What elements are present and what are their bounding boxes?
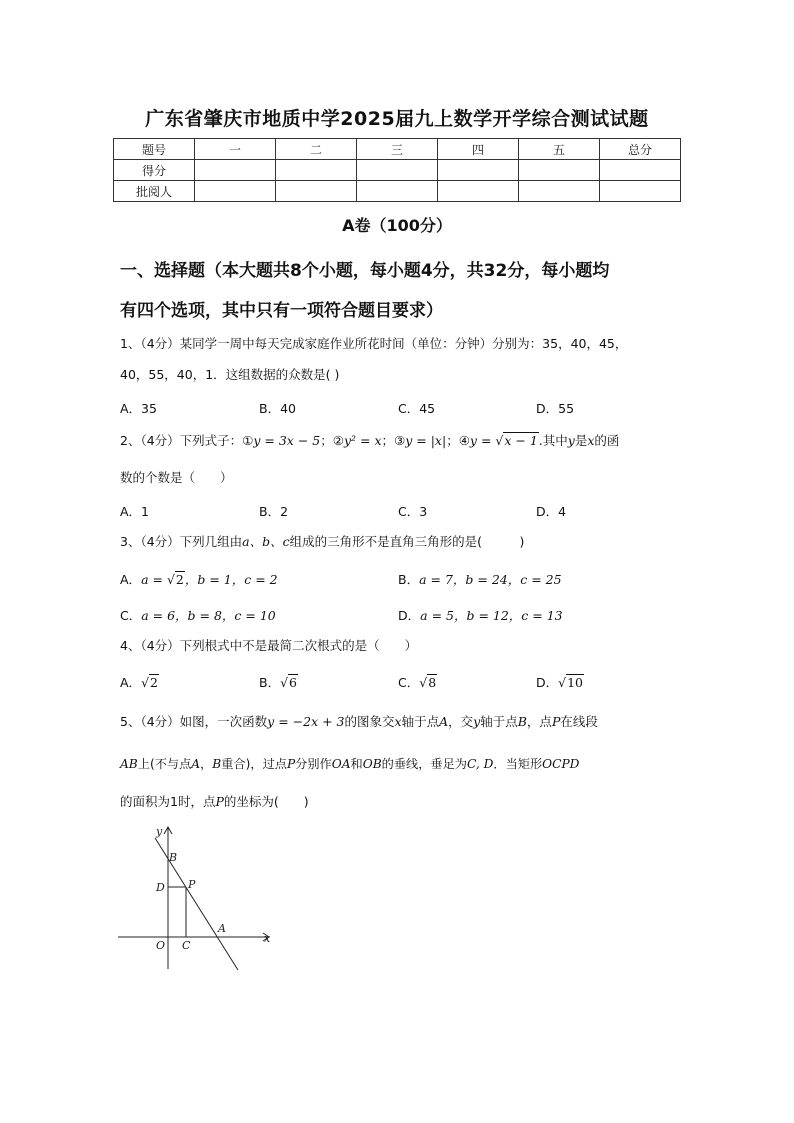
q4-option-a-label: A． (120, 675, 142, 690)
q5-text: ， (200, 757, 213, 771)
q3-suffix: 组成的三角形不是直角三角形的是( ) (289, 534, 525, 549)
q5-formula: y = −2x + 3 (267, 714, 345, 729)
q5-text: 重合)，过点 (221, 757, 287, 771)
q4-option-d-label: D． (536, 675, 559, 690)
score-table-row (114, 160, 681, 181)
score-cell (195, 160, 276, 181)
q5-points-cd: C, D (466, 757, 494, 771)
q5-line2 (120, 757, 690, 772)
q5-text: ，点 (526, 714, 552, 729)
q2-f3-label: ；③ (381, 433, 406, 448)
q4-option-b (259, 673, 298, 691)
q3-vars: a、b、c (242, 534, 290, 549)
q2-tail: 的函 (594, 433, 620, 448)
q2-formula-4-left: y = (469, 433, 496, 448)
q5-text: ，交 (448, 714, 474, 729)
q5-text: 的面积为1时，点 (120, 794, 216, 809)
q2-formula-4-radicand: x − 1 (504, 433, 538, 448)
score-cell (195, 181, 276, 202)
q3-option-c (120, 606, 276, 624)
q4-option-b-label: B． (259, 675, 281, 690)
q5-point-b: B (212, 757, 222, 771)
score-cell (600, 160, 681, 181)
score-header-cell: 题号 (114, 139, 195, 160)
label-c: C (182, 939, 191, 952)
q2-f2-label: ；② (320, 433, 344, 448)
q2-option-d: D．4 (536, 504, 567, 519)
score-header-cell: 五 (519, 139, 600, 160)
radical-sign: √ (495, 433, 504, 448)
q2-mid: .其中 (538, 433, 568, 448)
q2-option-a: A．1 (120, 504, 150, 519)
q5-text: 分别作 (295, 757, 332, 771)
q4-option-c-label: C． (398, 675, 420, 690)
score-cell (438, 181, 519, 202)
q2-option-c: C．3 (398, 504, 428, 519)
q1-option-b: B．40 (259, 401, 296, 416)
part1-heading-line2: 有四个选项，其中只有一项符合题目要求） (120, 301, 443, 321)
q5-text: 5、（4分）如图，一次函数 (120, 714, 268, 729)
label-y: y (156, 825, 163, 838)
q5-point-p: P (286, 757, 296, 771)
score-row-label: 得分 (114, 160, 195, 181)
score-header-cell: 一 (195, 139, 276, 160)
q5-text: 轴于点 (401, 714, 440, 729)
q4-option-d-radicand: 10 (567, 675, 584, 690)
q4-stem: 4、（4分）下列根式中不是最简二次根式的是（ ） (120, 638, 418, 653)
q2-option-b: B．2 (259, 504, 289, 519)
score-header-cell: 总分 (600, 139, 681, 160)
q2-f4-label: ；④ (446, 433, 470, 448)
q2-line2: 数的个数是（ ） (120, 470, 233, 485)
q4-option-c-radicand: 8 (428, 675, 437, 690)
q1-line2: 40，55，40，1．这组数据的众数是( ) (120, 367, 340, 382)
radical-sign: √ (141, 675, 150, 690)
label-a: A (218, 922, 226, 935)
q5-point-p: P (551, 714, 561, 729)
q4-option-a-radicand: 2 (150, 675, 158, 690)
score-table-header-row (114, 139, 681, 160)
part1-heading-line1: 一、选择题（本大题共8个小题，每小题4分，共32分，每小题均 (120, 261, 610, 281)
q5-text: 轴于点 (480, 714, 518, 729)
q3-option-b (398, 570, 562, 588)
label-x: x (264, 932, 271, 945)
q3-option-a-label: A． (120, 572, 142, 587)
score-header-cell: 二 (276, 139, 357, 160)
page-title: 广东省肇庆市地质中学2025届九上数学开学综合测试试题 (145, 108, 649, 130)
q5-var-y: y (473, 714, 481, 729)
q5-var-x: x (394, 714, 402, 729)
q4-option-b-radicand: 6 (289, 675, 297, 690)
q2-formula-3: y = |x| (405, 433, 447, 448)
q5-point-b: B (517, 714, 527, 729)
q5-text: 上(不与点 (137, 757, 192, 771)
q5-text: 和 (350, 757, 363, 771)
q2-formula-2: y² = x (343, 433, 382, 448)
score-cell (519, 160, 600, 181)
q5-text: 的垂线，垂足为 (381, 757, 467, 771)
q3-option-d-text: a = 5，b = 12，c = 13 (420, 608, 563, 623)
q4-option-c (398, 673, 437, 691)
q1-option-c: C．45 (398, 401, 436, 416)
q2-f1-label: ① (242, 433, 254, 448)
radical-sign: √ (166, 572, 175, 587)
radical-sign: √ (419, 675, 428, 690)
q5-point-a: A (439, 714, 449, 729)
q1-option-a: A．35 (120, 401, 157, 416)
q5-segment-ab: AB (120, 757, 138, 771)
q5-segment-oa: OA (331, 757, 351, 771)
score-cell (276, 160, 357, 181)
score-cell (357, 181, 438, 202)
q1-option-d: D．55 (536, 401, 575, 416)
q3-option-b-label: B． (398, 572, 420, 587)
q5-line1 (120, 714, 690, 729)
q5-text: 在线段 (560, 714, 598, 729)
radical-sign: √ (280, 675, 289, 690)
q3-option-a (120, 570, 278, 588)
score-header-cell: 四 (438, 139, 519, 160)
q2-mid2: 是 (574, 433, 588, 448)
q5-text: 的坐标为( ) (223, 794, 309, 809)
q3-prefix: 3、（4分）下列几组由 (120, 534, 243, 549)
q3-option-b-text: a = 7，b = 24，c = 25 (419, 572, 562, 587)
q4-option-a (120, 673, 159, 691)
score-cell (438, 160, 519, 181)
q3-stem (120, 534, 690, 549)
q4-option-d (536, 673, 584, 691)
q5-figure (118, 824, 278, 974)
q2-prefix: 2、（4分）下列式子： (120, 433, 243, 448)
q5-point-a: A (191, 757, 201, 771)
q3-option-d (398, 606, 563, 624)
score-header-cell: 三 (357, 139, 438, 160)
section-a-heading: A卷（100分） (342, 216, 452, 235)
q3-option-a-radicand: 2 (175, 572, 184, 587)
q5-line3 (120, 794, 690, 809)
q5-rect-ocpd: OCPD (542, 757, 580, 771)
score-row-label: 批阅人 (114, 181, 195, 202)
q5-segment-ob: OB (362, 757, 382, 771)
q3-option-a-left: a = (141, 572, 167, 587)
q2-var-x: x (587, 433, 595, 448)
q3-option-c-label: C． (120, 608, 142, 623)
score-cell (357, 160, 438, 181)
score-table (113, 138, 681, 202)
q2-formula-1: y = 3x − 5 (253, 433, 321, 448)
label-o: O (156, 939, 166, 952)
radical-sign: √ (558, 675, 567, 690)
q1-line1: 1、（4分）某同学一周中每天完成家庭作业所花时间（单位：分钟）分别为：35，40，45， (120, 336, 628, 351)
q3-option-a-right: ，b = 1，c = 2 (184, 572, 278, 587)
q3-option-c-text: a = 6，b = 8，c = 10 (141, 608, 276, 623)
label-p: P (188, 878, 196, 891)
q5-point-p: P (215, 794, 224, 809)
score-cell (276, 181, 357, 202)
score-table-row (114, 181, 681, 202)
label-d: D (156, 881, 165, 894)
score-cell (519, 181, 600, 202)
function-line (155, 838, 238, 970)
q2-line1 (120, 433, 690, 448)
score-cell (600, 181, 681, 202)
q3-option-d-label: D． (398, 608, 421, 623)
q2-var-y: y (567, 433, 575, 448)
q5-text: ．当矩形 (493, 757, 543, 771)
q5-text: 的图象交 (344, 714, 395, 729)
label-b: B (169, 851, 178, 864)
